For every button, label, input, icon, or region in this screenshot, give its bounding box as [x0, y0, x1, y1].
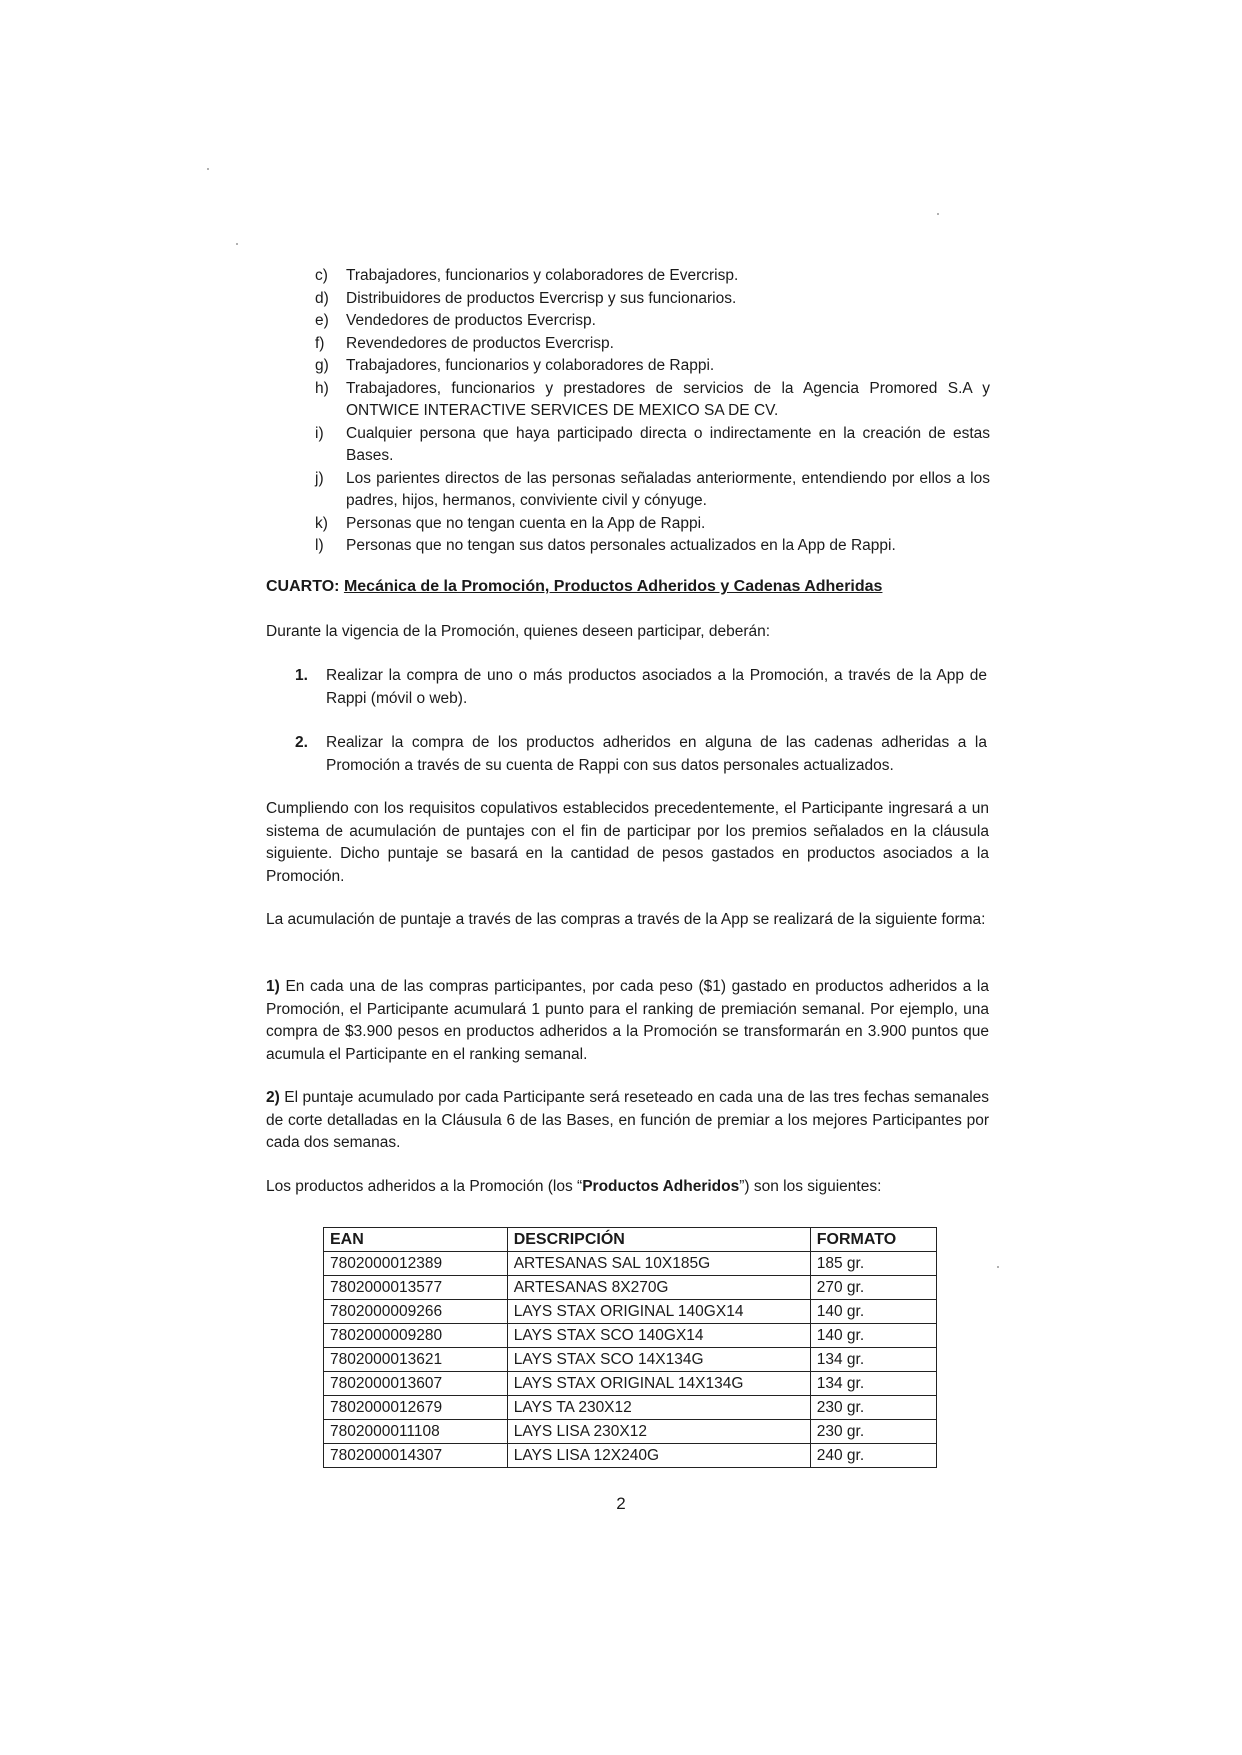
cell-descripcion: ARTESANAS SAL 10X185G: [507, 1252, 810, 1276]
cell-ean: 7802000013607: [324, 1372, 508, 1396]
products-intro-after: ”) son los siguientes:: [739, 1178, 882, 1195]
step-marker: 2.: [295, 734, 308, 751]
cell-formato: 230 gr.: [810, 1396, 936, 1420]
products-intro-bold: Productos Adheridos: [582, 1178, 740, 1195]
column-header-formato: FORMATO: [810, 1228, 936, 1252]
cell-ean: 7802000013621: [324, 1348, 508, 1372]
list-item: [315, 333, 990, 356]
cell-descripcion: LAYS STAX ORIGINAL 140GX14: [507, 1300, 810, 1324]
cell-descripcion: ARTESANAS 8X270G: [507, 1276, 810, 1300]
list-text: Personas que no tengan cuenta en la App de Rappi.: [346, 514, 706, 532]
scan-speck: [207, 168, 209, 170]
cell-ean: 7802000012389: [324, 1252, 508, 1276]
list-marker: f): [315, 334, 325, 352]
step-item: [295, 732, 987, 777]
section-label: CUARTO:: [266, 578, 340, 595]
cell-formato: 270 gr.: [810, 1276, 936, 1300]
cell-formato: 140 gr.: [810, 1300, 936, 1324]
list-text: Distribuidores de productos Evercrisp y sus funcionarios.: [346, 289, 737, 307]
table-row: [324, 1444, 937, 1468]
table-row: [324, 1324, 937, 1348]
section-heading: [266, 576, 882, 599]
table-row: [324, 1276, 937, 1300]
rule-1-text: En cada una de las compras participantes, por cada peso ($1) gastado en productos adheridos a la Promoción, el Participante acumulará 1 punto para el ranking de premiación semanal. Por ejemplo, una compra de $3.900 pesos en productos adheridos a la Promoción se transformarán en 3.900 puntos que acumula el Participante en el ranking semanal.: [266, 978, 990, 1063]
cell-formato: 230 gr.: [810, 1420, 936, 1444]
list-text: Cualquier persona que haya participado directa o indirectamente en la creación de estas Bases.: [346, 424, 990, 464]
table-row: [324, 1252, 937, 1276]
cell-descripcion: LAYS LISA 12X240G: [507, 1444, 810, 1468]
cell-formato: 240 gr.: [810, 1444, 936, 1468]
products-intro: [266, 1176, 989, 1199]
column-header-ean: EAN: [324, 1228, 508, 1252]
list-marker: g): [315, 357, 329, 374]
cell-formato: 134 gr.: [810, 1348, 936, 1372]
rule-1-paragraph: [266, 976, 989, 1066]
cell-ean: 7802000012679: [324, 1396, 508, 1420]
list-text: Trabajadores, funcionarios y prestadores de servicios de la Agencia Promored S.A y ONTWICE INTERACTIVE SERVICES DE MEXICO SA DE CV.: [346, 379, 990, 419]
scan-speck: [997, 1266, 999, 1268]
list-item: [315, 265, 990, 288]
list-marker: c): [315, 267, 328, 284]
list-item: [315, 288, 990, 311]
rule-2-marker: 2): [266, 1089, 280, 1106]
cell-formato: 185 gr.: [810, 1252, 936, 1276]
list-item: [315, 378, 990, 423]
cell-descripcion: LAYS STAX ORIGINAL 14X134G: [507, 1372, 810, 1396]
cell-descripcion: LAYS TA 230X12: [507, 1396, 810, 1420]
table-header-row: [324, 1228, 937, 1252]
cell-ean: 7802000009266: [324, 1300, 508, 1324]
rule-1-marker: 1): [266, 978, 280, 995]
list-marker: i): [315, 424, 324, 442]
step-text: Realizar la compra de los productos adheridos en alguna de las cadenas adheridas a la Promoción a través de su cuenta de Rappi con sus datos personales actualizados.: [326, 734, 987, 774]
list-text: Trabajadores, funcionarios y colaboradores de Evercrisp.: [346, 267, 739, 284]
list-marker: j): [315, 469, 324, 487]
accumulation-paragraph: La acumulación de puntaje a través de las compras a través de la App se realizará de la siguiente forma:: [266, 911, 986, 928]
rule-2-paragraph: [266, 1087, 989, 1155]
list-item: [315, 310, 990, 333]
table-row: [324, 1420, 937, 1444]
list-text: Los parientes directos de las personas señaladas anteriormente, entendiendo por ellos a los padres, hijos, hermanos, conviviente civil y cónyuge.: [346, 469, 990, 509]
scan-speck: [236, 243, 238, 245]
list-text: Trabajadores, funcionarios y colaboradores de Rappi.: [346, 357, 715, 374]
list-text: Revendedores de productos Evercrisp.: [346, 334, 614, 352]
cell-ean: 7802000013577: [324, 1276, 508, 1300]
products-intro-before: Los productos adheridos a la Promoción (los “: [266, 1178, 583, 1195]
list-text: Personas que no tengan sus datos personales actualizados en la App de Rappi.: [346, 537, 896, 554]
rule-2-text: El puntaje acumulado por cada Participante será reseteado en cada una de las tres fechas semanales de corte detalladas en la Cláusula 6 de las Bases, en función de premiar a los mejores Participantes por cada dos semanas.: [266, 1089, 990, 1151]
table-row: [324, 1396, 937, 1420]
list-item: [315, 535, 990, 558]
table-row: [324, 1348, 937, 1372]
cell-ean: 7802000011108: [324, 1420, 508, 1444]
intro-paragraph: Durante la vigencia de la Promoción, quienes deseen participar, deberán:: [266, 623, 771, 640]
cell-descripcion: LAYS STAX SCO 140GX14: [507, 1324, 810, 1348]
cell-ean: 7802000014307: [324, 1444, 508, 1468]
step-item: [295, 665, 987, 710]
list-marker: k): [315, 514, 328, 532]
products-table: [323, 1227, 937, 1468]
list-marker: d): [315, 289, 329, 307]
list-item: [315, 423, 990, 468]
column-header-descripcion: DESCRIPCIÓN: [507, 1228, 810, 1252]
table-row: [324, 1300, 937, 1324]
list-item: [315, 468, 990, 513]
list-marker: e): [315, 312, 329, 329]
cell-formato: 134 gr.: [810, 1372, 936, 1396]
list-item: [315, 355, 990, 378]
page-number: 2: [616, 1494, 626, 1513]
table-row: [324, 1372, 937, 1396]
requirements-paragraph: Cumpliendo con los requisitos copulativos establecidos precedentemente, el Participante ingresará a un sistema de acumulación de puntajes con el fin de participar por los premios señalados en la cláusula siguiente. Dicho puntaje se basará en la cantidad de pesos gastados en productos asociados a la Promoción.: [266, 800, 989, 885]
exclusions-list: [315, 265, 990, 558]
list-item: [315, 513, 990, 536]
cell-formato: 140 gr.: [810, 1324, 936, 1348]
list-marker: l): [315, 537, 324, 554]
step-text: Realizar la compra de uno o más productos asociados a la Promoción, a través de la App de Rappi (móvil o web).: [326, 667, 987, 707]
list-text: Vendedores de productos Evercrisp.: [346, 312, 596, 329]
scan-speck: [937, 213, 939, 215]
section-title: Mecánica de la Promoción, Productos Adheridos y Cadenas Adheridas: [343, 578, 883, 595]
cell-descripcion: LAYS LISA 230X12: [507, 1420, 810, 1444]
step-marker: 1.: [295, 667, 308, 684]
list-marker: h): [315, 379, 329, 397]
steps-list: [295, 665, 987, 799]
cell-ean: 7802000009280: [324, 1324, 508, 1348]
cell-descripcion: LAYS STAX SCO 14X134G: [507, 1348, 810, 1372]
